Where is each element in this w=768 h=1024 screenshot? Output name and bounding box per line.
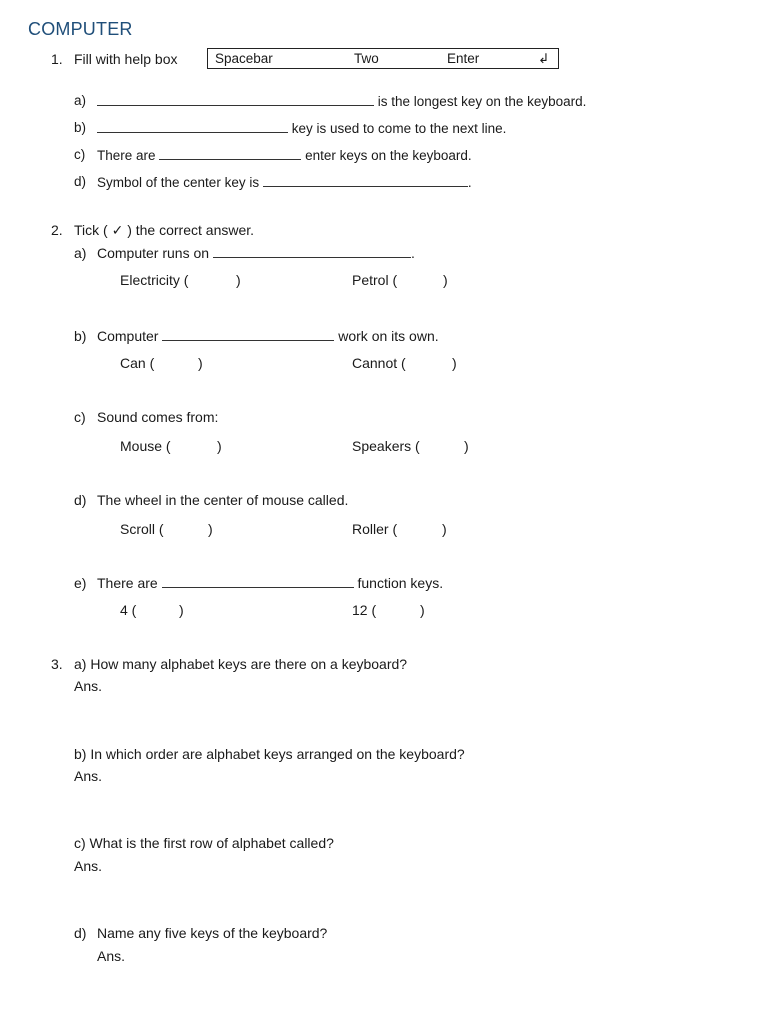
q2a-before: Computer runs on [97, 245, 210, 261]
answer-blank[interactable] [213, 244, 411, 258]
q2a-line [97, 244, 415, 262]
option-close-paren: ) [179, 602, 184, 618]
option-roller[interactable]: Roller ( [352, 521, 398, 537]
answer-blank[interactable] [97, 119, 288, 133]
help-word-spacebar: Spacebar [215, 51, 273, 66]
help-word-two: Two [354, 51, 379, 66]
option-close-paren: ) [236, 272, 241, 288]
answer-blank[interactable] [97, 92, 374, 106]
option-close-paren: ) [208, 521, 213, 537]
q2-number: 2. [51, 222, 63, 238]
q1-number: 1. [51, 51, 63, 67]
q2-text: Tick ( ✓ ) the correct answer. [74, 222, 255, 238]
answer-blank[interactable] [263, 173, 468, 187]
answer-blank[interactable] [162, 327, 334, 341]
q3b-question: b) In which order are alphabet keys arranged on the keyboard? [74, 746, 465, 762]
option-close-paren: ) [217, 438, 222, 454]
q2a-after: . [410, 245, 415, 261]
q1c-before: There are [97, 148, 156, 163]
option-cannot[interactable]: Cannot ( [352, 355, 406, 371]
q2b-after: work on its own. [338, 328, 439, 344]
q2d-label: d) [74, 492, 87, 508]
help-box [207, 48, 559, 69]
option-4[interactable]: 4 ( [120, 602, 137, 618]
q2a-label: a) [74, 245, 87, 261]
option-close-paren: ) [198, 355, 203, 371]
q3-number: 3. [51, 656, 63, 672]
option-mouse[interactable]: Mouse ( [120, 438, 171, 454]
option-12[interactable]: 12 ( [352, 602, 377, 618]
option-close-paren: ) [442, 521, 447, 537]
q2c-text: Sound comes from: [97, 409, 219, 425]
option-close-paren: ) [464, 438, 469, 454]
q3c-ans[interactable]: Ans. [74, 858, 103, 874]
q1c-line [97, 146, 472, 165]
option-petrol[interactable]: Petrol ( [352, 272, 398, 288]
q3c-question: c) What is the first row of alphabet called? [74, 835, 334, 851]
option-close-paren: ) [443, 272, 448, 288]
q1c-after: enter keys on the keyboard. [305, 148, 472, 163]
q2e-before: There are [97, 575, 158, 591]
q2e-line [97, 574, 443, 592]
page-title: COMPUTER [28, 19, 133, 39]
q3d-question: Name any five keys of the keyboard? [97, 925, 328, 941]
q2d-text: The wheel in the center of mouse called. [97, 492, 349, 508]
option-scroll[interactable]: Scroll ( [120, 521, 164, 537]
q2b-before: Computer [97, 328, 159, 344]
answer-blank[interactable] [159, 146, 301, 160]
q3d-label: d) [74, 925, 87, 941]
q2c-label: c) [74, 409, 86, 425]
help-word-enter: Enter [447, 51, 480, 66]
option-electricity[interactable]: Electricity ( [120, 272, 189, 288]
option-close-paren: ) [420, 602, 425, 618]
q1d-line [97, 173, 472, 192]
option-can[interactable]: Can ( [120, 355, 155, 371]
q1a-text: is the longest key on the keyboard. [377, 94, 587, 109]
q1a-line [97, 92, 586, 111]
q1b-line [97, 119, 506, 138]
q1-text: Fill with help box [74, 51, 178, 67]
q3d-ans[interactable]: Ans. [97, 948, 126, 964]
q3b-ans[interactable]: Ans. [74, 768, 103, 784]
q3a-question: a) How many alphabet keys are there on a keyboard? [74, 656, 408, 672]
q1c-label: c) [74, 147, 86, 162]
q1d-before: Symbol of the center key is [97, 175, 260, 190]
q1a-label: a) [74, 93, 87, 108]
enter-symbol-icon: ↲ [538, 51, 550, 66]
option-speakers[interactable]: Speakers ( [352, 438, 420, 454]
q1b-text: key is used to come to the next line. [291, 121, 507, 136]
q1d-label: d) [74, 174, 87, 189]
q2e-label: e) [74, 575, 87, 591]
option-close-paren: ) [452, 355, 457, 371]
q1d-after: . [467, 175, 472, 190]
q2e-after: function keys. [357, 575, 444, 591]
q2b-line [97, 327, 439, 345]
q1b-label: b) [74, 120, 87, 135]
q3a-ans[interactable]: Ans. [74, 678, 103, 694]
q2b-label: b) [74, 328, 87, 344]
answer-blank[interactable] [162, 574, 354, 588]
